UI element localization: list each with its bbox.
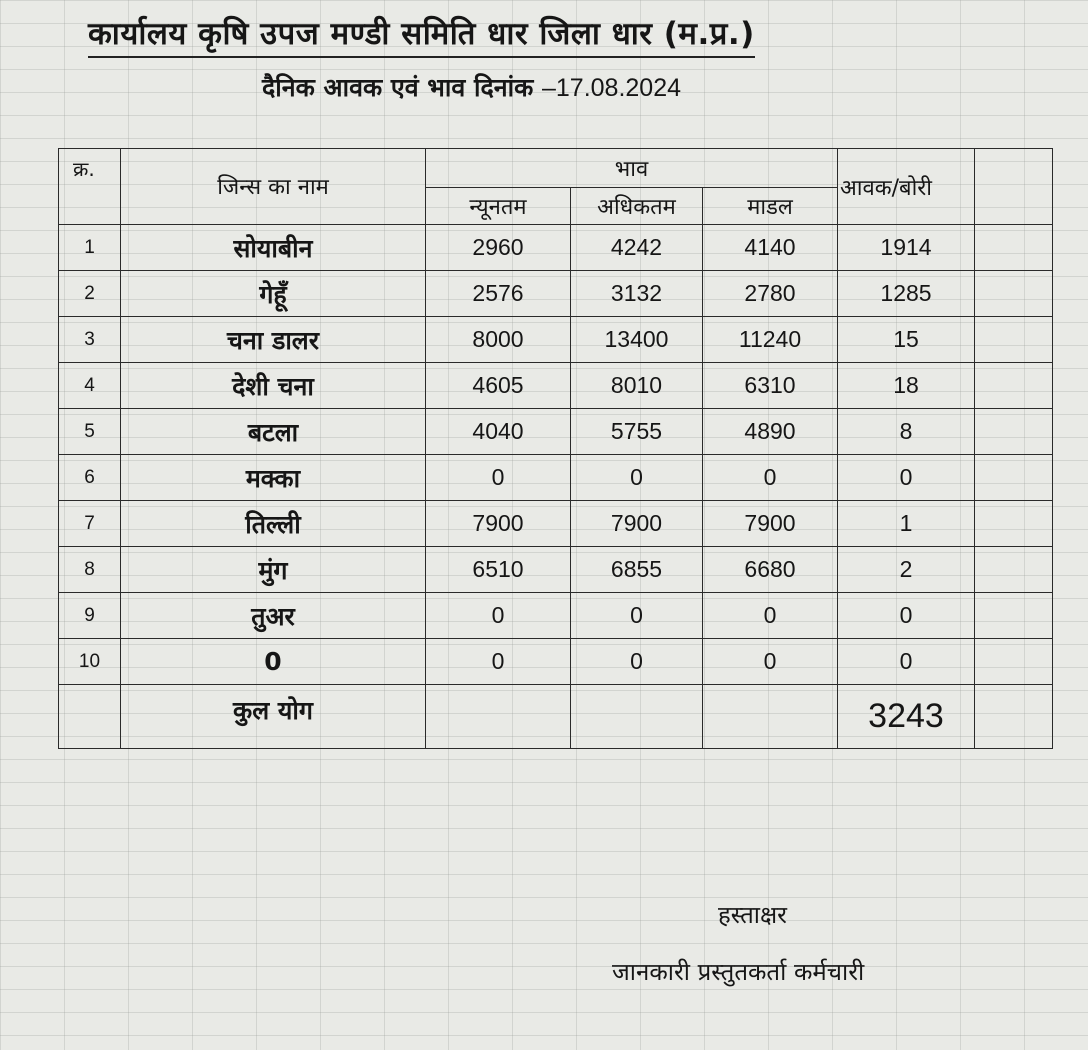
max-price-cell: 3132 [571,271,703,317]
arrival-cell: 1285 [838,271,975,317]
header-modal-price: माडल [703,188,838,225]
modal-price-cell: 7900 [703,501,838,547]
min-price-cell: 0 [426,593,571,639]
table-row [59,363,1053,409]
total-label: कुल योग [121,685,426,749]
document-subtitle [262,70,681,104]
commodity-name-cell: बटला [121,409,426,455]
max-price-cell: 8010 [571,363,703,409]
serial-cell: 3 [59,317,121,363]
total-row [59,685,1053,749]
price-arrival-table [58,148,1053,749]
empty-cell [975,639,1053,685]
table-row [59,271,1053,317]
commodity-name-cell: मुंग [121,547,426,593]
commodity-name-cell: मक्का [121,455,426,501]
max-price-cell: 4242 [571,225,703,271]
empty-cell [703,685,838,749]
empty-cell [975,593,1053,639]
min-price-cell: 7900 [426,501,571,547]
modal-price-cell: 4890 [703,409,838,455]
arrival-cell: 2 [838,547,975,593]
header-empty-cell [975,149,1053,225]
max-price-cell: 5755 [571,409,703,455]
table-row [59,317,1053,363]
modal-price-cell: 0 [703,455,838,501]
modal-price-cell: 6310 [703,363,838,409]
commodity-name-cell: 0 [121,639,426,685]
max-price-cell: 0 [571,639,703,685]
min-price-cell: 2960 [426,225,571,271]
header-serial: क्र. [59,149,121,225]
table-row [59,593,1053,639]
empty-cell [975,409,1053,455]
report-date: –17.08.2024 [541,74,682,102]
min-price-cell: 0 [426,455,571,501]
arrival-cell: 18 [838,363,975,409]
min-price-cell: 0 [426,639,571,685]
table-row [59,639,1053,685]
serial-cell: 4 [59,363,121,409]
modal-price-cell: 11240 [703,317,838,363]
modal-price-cell: 2780 [703,271,838,317]
min-price-cell: 8000 [426,317,571,363]
max-price-cell: 13400 [571,317,703,363]
document-title: कार्यालय कृषि उपज मण्डी समिति धार जिला धार (म.प्र.) [88,12,755,58]
empty-cell [975,317,1053,363]
modal-price-cell: 0 [703,593,838,639]
empty-cell [571,685,703,749]
header-row-1 [59,149,1053,188]
max-price-cell: 7900 [571,501,703,547]
table-row [59,225,1053,271]
min-price-cell: 2576 [426,271,571,317]
empty-cell [975,271,1053,317]
serial-cell: 6 [59,455,121,501]
serial-cell: 8 [59,547,121,593]
header-commodity: जिन्स का नाम [121,149,426,225]
serial-cell: 1 [59,225,121,271]
serial-cell: 10 [59,639,121,685]
commodity-name-cell: सोयाबीन [121,225,426,271]
table-row [59,501,1053,547]
table-row [59,547,1053,593]
empty-cell [426,685,571,749]
total-arrival-value: 3243 [838,685,975,749]
header-min-price: न्यूनतम [426,188,571,225]
min-price-cell: 6510 [426,547,571,593]
modal-price-cell: 0 [703,639,838,685]
commodity-name-cell: चना डालर [121,317,426,363]
serial-cell: 9 [59,593,121,639]
arrival-cell: 0 [838,593,975,639]
subtitle-text: दैनिक आवक एवं भाव दिनांक [262,73,534,102]
arrival-cell: 8 [838,409,975,455]
header-max-price: अधिकतम [571,188,703,225]
arrival-cell: 15 [838,317,975,363]
commodity-name-cell: गेहूँ [121,271,426,317]
commodity-name-cell: देशी चना [121,363,426,409]
header-arrival: आवक/बोरी [838,149,975,225]
signature-role: जानकारी प्रस्तुतकर्ता कर्मचारी [612,958,865,986]
serial-cell: 2 [59,271,121,317]
empty-cell [975,225,1053,271]
table-row [59,409,1053,455]
arrival-cell: 1914 [838,225,975,271]
empty-cell [975,501,1053,547]
commodity-name-cell: तिल्ली [121,501,426,547]
serial-cell: 7 [59,501,121,547]
max-price-cell: 6855 [571,547,703,593]
min-price-cell: 4040 [426,409,571,455]
commodity-name-cell: तुअर [121,593,426,639]
min-price-cell: 4605 [426,363,571,409]
modal-price-cell: 6680 [703,547,838,593]
max-price-cell: 0 [571,455,703,501]
arrival-cell: 0 [838,639,975,685]
max-price-cell: 0 [571,593,703,639]
serial-cell: 5 [59,409,121,455]
modal-price-cell: 4140 [703,225,838,271]
empty-cell [975,455,1053,501]
empty-cell [975,363,1053,409]
empty-cell [975,547,1053,593]
arrival-cell: 1 [838,501,975,547]
signature-label: हस्ताक्षर [718,901,787,929]
empty-cell [975,685,1053,749]
table-row [59,455,1053,501]
header-price-group: भाव [426,149,838,188]
empty-cell [59,685,121,749]
arrival-cell: 0 [838,455,975,501]
